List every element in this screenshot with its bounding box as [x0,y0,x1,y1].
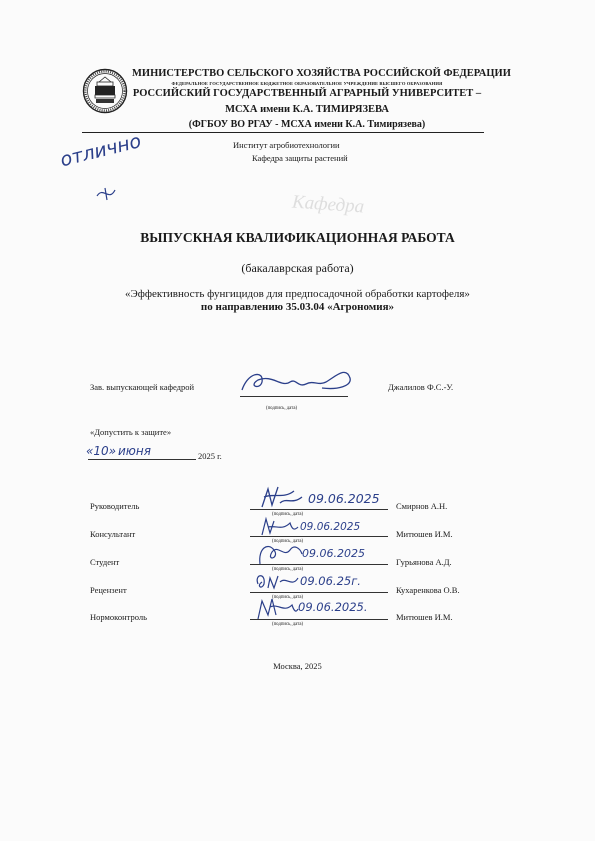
signatory-role: Рецензент [90,585,127,595]
study-direction: по направлению 35.03.04 «Агрономия» [200,301,395,313]
sign-caption: (подпись, дата) [272,595,304,600]
signatory-role: Консультант [90,529,136,539]
header-divider [82,132,484,133]
sign-line [250,619,388,620]
admit-year: 2025 г. [198,451,222,461]
head-of-dept-name: Джалилов Ф.С.-У. [388,382,454,392]
head-of-dept-signature [238,364,358,400]
head-of-dept-label: Зав. выпускающей кафедрой [90,382,195,392]
grade-signature [95,184,125,204]
thesis-topic: «Эффективность фунгицидов для предпосадочной обработки картофеля» [125,288,470,300]
signature-date: 09.06.2025 [308,491,380,506]
signatory-role: Руководитель [90,501,140,511]
abbr-line: (ФГБОУ ВО РГАУ - МСХА имени К.А. Тимирязева) [188,119,426,130]
sign-caption: (подпись, дата) [272,567,304,572]
institute: Институт агробиотехнологии [233,140,340,150]
signatory-name: Кухаренкова О.В. [396,585,460,595]
admit-date-line [88,459,196,460]
sign-caption: (подпись, дата) [272,622,304,627]
sign-caption: (подпись, дата) [272,512,304,517]
signatory-role: Нормоконтроль [90,612,147,622]
document-subtitle: (бакалаврская работа) [241,261,354,275]
university-line: РОССИЙСКИЙ ГОСУДАРСТВЕННЫЙ АГРАРНЫЙ УНИВЕРСИТЕТ – [132,88,482,99]
sign-caption: (подпись, дата) [272,539,304,544]
signatory-name: Митюшев И.М. [396,529,453,539]
signatory-name: Смирнов А.Н. [396,501,448,511]
university-seal-icon [82,68,128,114]
document-title: ВЫПУСКНАЯ КВАЛИФИКАЦИОННАЯ РАБОТА [140,230,455,245]
signatory-name: Гурьянова А.Д. [396,557,452,567]
handwritten-grade: отлично [58,130,144,172]
footer-city-year: Москва, 2025 [273,661,322,671]
signature-date: 09.06.2025. [298,600,368,614]
department: Кафедра защиты растений [252,153,348,163]
admit-label: «Допустить к защите» [90,427,172,437]
admit-month: июня [118,444,151,458]
head-of-dept-caption: (подпись, дата) [266,406,298,411]
faint-stamp-text: Кафедра [291,191,365,218]
signature-date: 09.06.2025 [300,521,361,533]
signature-date: 09.06.2025 [302,547,365,560]
head-of-dept-sign-line [240,396,348,397]
mskha-line: МСХА имени К.А. ТИМИРЯЗЕВА [225,104,389,115]
sign-line [250,536,388,537]
signature-date: 09.06.25г. [300,574,361,588]
ministry-line: МИНИСТЕРСТВО СЕЛЬСКОГО ХОЗЯЙСТВА РОССИЙСКОЙ ФЕДЕРАЦИИ [132,68,511,79]
admit-day: «10» [86,444,117,458]
signatory-role: Студент [90,557,120,567]
signatory-name: Митюшев И.М. [396,612,453,622]
sign-line [250,564,388,565]
sign-line [250,509,388,510]
fgbou-line: ФЕДЕРАЛЬНОЕ ГОСУДАРСТВЕННОЕ БЮДЖЕТНОЕ ОБРАЗОВАТЕЛЬНОЕ УЧРЕЖДЕНИЕ ВЫСШЕГО ОБРАЗОВАНИЯ [171,81,443,86]
